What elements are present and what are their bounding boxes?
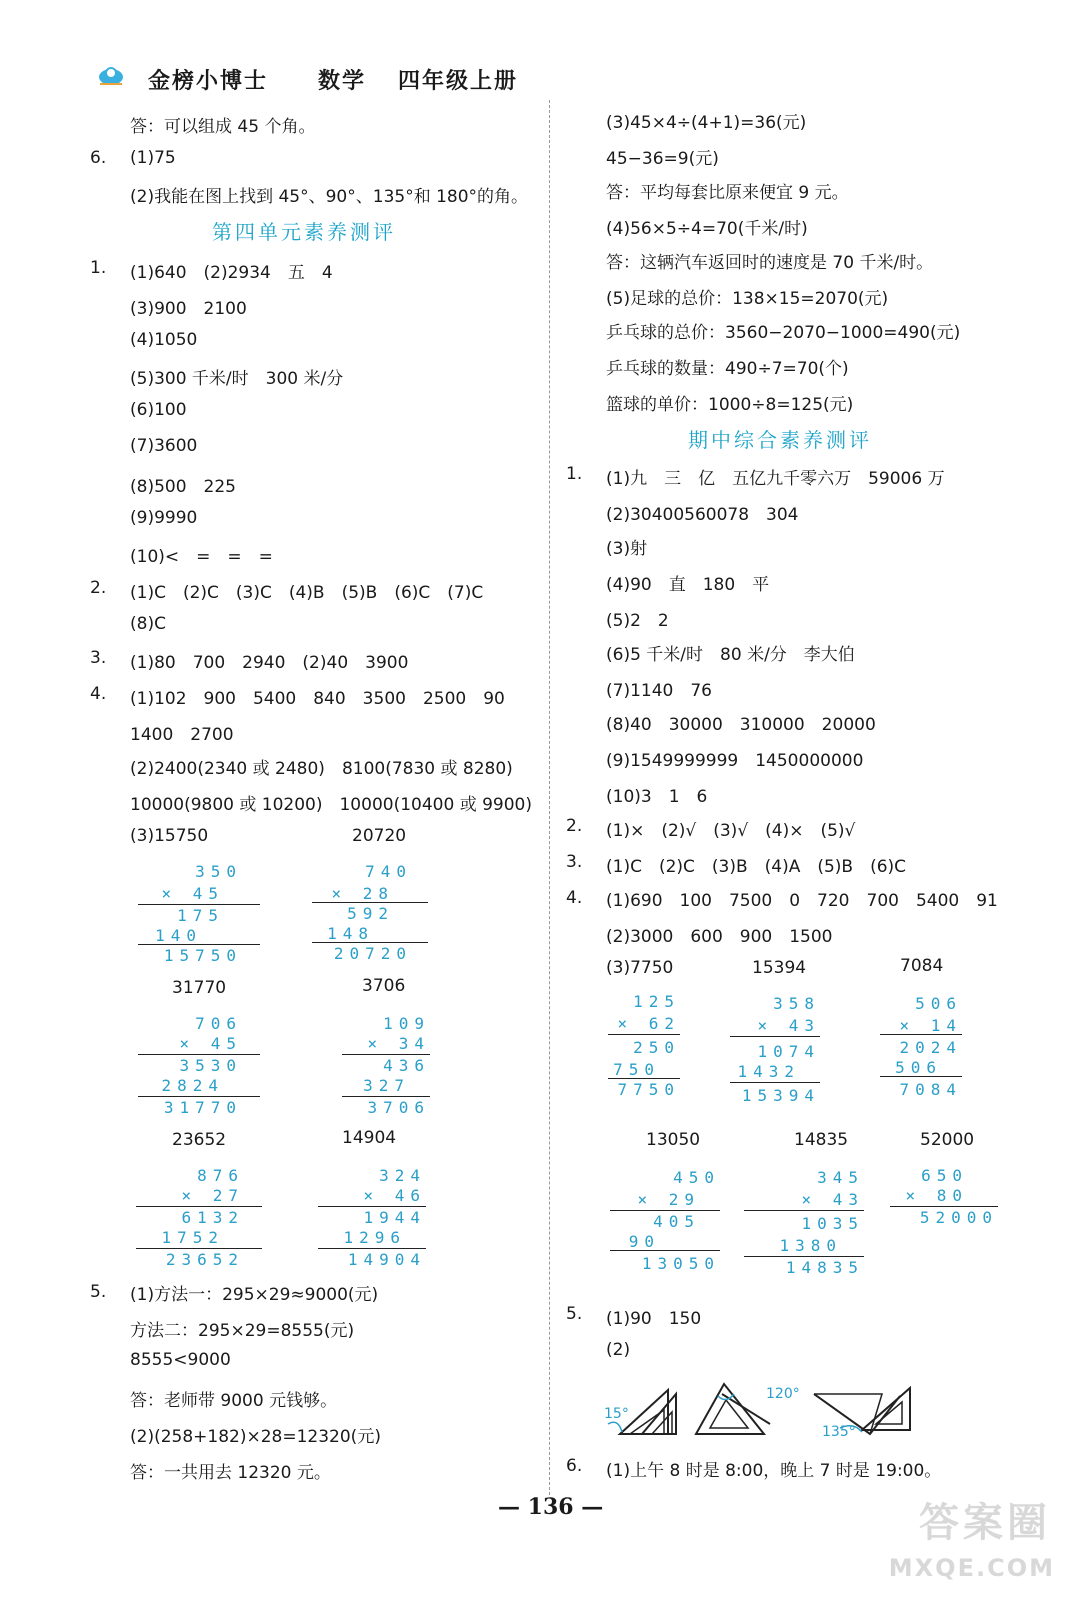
answer-line: (1)80 700 2940 (2)40 3900: [130, 653, 409, 673]
product: 23652: [165, 1250, 244, 1269]
multiplicand: 125: [633, 992, 680, 1011]
multiplier: × 28: [331, 884, 394, 903]
answer-line: 答：可以组成 45 个角。: [130, 117, 316, 137]
question-number: 2.: [90, 578, 107, 598]
question-number: 4.: [90, 684, 107, 704]
partial-product: 1296: [343, 1228, 406, 1247]
set-square-angles-diagram: [600, 1376, 920, 1446]
multiplier: × 27: [181, 1186, 244, 1205]
answer-line: (3)900 2100: [130, 299, 247, 319]
column-divider: [549, 100, 550, 1495]
question-number: 3.: [566, 852, 583, 872]
section-title: 第四单元素养测评: [212, 220, 396, 244]
answer-line: (3)15750: [130, 826, 209, 846]
answer-line: 答：平均每套比原来便宜 9 元。: [606, 183, 849, 203]
answer-line: (7)1140 76: [606, 681, 712, 701]
answer-line: (5)300 千米/时 300 米/分: [130, 369, 344, 389]
partial-product: 436: [383, 1056, 430, 1075]
series-title: 金榜小博士: [148, 69, 269, 94]
multiplicand: 350: [195, 862, 242, 881]
angle-label-120: 120°: [766, 1386, 800, 1402]
product: 7750: [617, 1080, 680, 1099]
partial-product: 140: [155, 926, 202, 945]
answer-line: (1)九 三 亿 五亿九千零六万 59006 万: [606, 469, 945, 489]
answer-line: 答：这辆汽车返回时的速度是 70 千米/时。: [606, 253, 934, 273]
product: 52000: [919, 1208, 998, 1227]
answer-line: (2)我能在图上找到 45°、90°、135°和 180°的角。: [130, 187, 529, 207]
answer-line: (10)< = = =: [130, 547, 273, 567]
product: 14904: [347, 1250, 426, 1269]
multiplier: × 46: [363, 1186, 426, 1205]
partial-product: 750: [613, 1060, 660, 1079]
product: 14835: [785, 1258, 864, 1277]
multiplier: × 45: [161, 884, 224, 903]
multiplicand: 876: [197, 1166, 244, 1185]
partial-product: 2824: [161, 1076, 224, 1095]
multiplier: × 29: [637, 1190, 700, 1209]
answer-line: (9)9990: [130, 508, 198, 528]
vertical-multiplication: [136, 1166, 262, 1276]
answer-line: (6)5 千米/时 80 米/分 李大伯: [606, 645, 855, 665]
answer-line: (9)1549999999 1450000000: [606, 751, 864, 771]
answer-line: 方法二：295×29=8555(元): [130, 1321, 355, 1341]
answer-line: (3)射: [606, 539, 648, 559]
page-number: — 136 —: [498, 1494, 604, 1520]
answer-line: (1)690 100 7500 0 720 700 5400 91: [606, 891, 998, 911]
answer-line: (8)500 225: [130, 477, 236, 497]
partial-product: 1944: [363, 1208, 426, 1227]
question-number: 2.: [566, 816, 583, 836]
answer-line: (1)C (2)C (3)C (4)B (5)B (6)C (7)C: [130, 583, 484, 603]
partial-product: 90: [628, 1232, 660, 1251]
answer-line: (2)(258+182)×28=12320(元): [130, 1427, 381, 1447]
product: 3706: [367, 1098, 430, 1117]
partial-product: 1074: [757, 1042, 820, 1061]
answer-line: 1400 2700: [130, 725, 234, 745]
answer-line: (1)上午 8 时是 8:00，晚上 7 时是 19:00。: [606, 1461, 942, 1481]
grade-title: 四年级上册: [398, 69, 519, 94]
vertical-multiplication: [312, 1014, 430, 1124]
subject-title: 数学: [318, 69, 367, 94]
answer-line: (5)2 2: [606, 611, 669, 631]
answer-line: (1)102 900 5400 840 3500 2500 90: [130, 689, 505, 709]
product: 31770: [163, 1098, 242, 1117]
product: 13050: [641, 1254, 720, 1273]
product: 20720: [333, 944, 412, 963]
multiplier: × 43: [801, 1190, 864, 1209]
answer-line: 答：一共用去 12320 元。: [130, 1463, 331, 1483]
multiplicand: 506: [915, 994, 962, 1013]
partial-product: 592: [347, 904, 394, 923]
calc-result-label: 14904: [342, 1128, 397, 1148]
multiplicand: 109: [383, 1014, 430, 1033]
vertical-multiplication: [890, 1166, 998, 1236]
calc-result-label: 13050: [646, 1130, 701, 1150]
vertical-multiplication: [744, 1168, 864, 1282]
partial-product: 506: [895, 1058, 942, 1077]
angle-label-15: 15°: [604, 1406, 629, 1422]
answer-line: 篮球的单价：1000÷8=125(元): [606, 395, 854, 415]
section-title: 期中综合素养测评: [688, 428, 872, 452]
answer-line: (3)45×4÷(4+1)=36(元): [606, 113, 807, 133]
answer-line: (2): [606, 1340, 631, 1360]
vertical-multiplication: [138, 1014, 260, 1124]
partial-product: 1752: [161, 1228, 224, 1247]
partial-product: 148: [327, 924, 374, 943]
answer-line: 乒乓球的总价：3560−2070−1000=490(元): [606, 323, 961, 343]
vertical-multiplication: [608, 992, 680, 1102]
vertical-multiplication: [138, 862, 260, 972]
answer-line: 45−36=9(元): [606, 149, 719, 169]
answer-line: (1)方法一：295×29≈9000(元): [130, 1285, 379, 1305]
vertical-multiplication: [730, 994, 820, 1108]
partial-product: 1035: [801, 1214, 864, 1233]
question-number: 5.: [90, 1282, 107, 1302]
angle-label-135: 135°: [822, 1424, 856, 1440]
answer-line: (4)56×5÷4=70(千米/时): [606, 219, 808, 239]
product: 15750: [163, 946, 242, 965]
answer-line: (2)30400560078 304: [606, 505, 799, 525]
calc-result-label: 7084: [900, 956, 944, 976]
vertical-multiplication: [318, 1166, 426, 1276]
question-number: 3.: [90, 648, 107, 668]
multiplicand: 324: [379, 1166, 426, 1185]
answer-line: (8)C: [130, 614, 166, 634]
vertical-multiplication: [880, 994, 962, 1104]
answer-line: (1)90 150: [606, 1309, 702, 1329]
answer-line: (2)2400(2340 或 2480) 8100(7830 或 8280): [130, 759, 513, 779]
answer-line: (1)75: [130, 148, 176, 168]
multiplier: × 62: [617, 1014, 680, 1033]
answer-line: (10)3 1 6: [606, 787, 708, 807]
calc-result-label: 15394: [752, 958, 807, 978]
question-number: 4.: [566, 888, 583, 908]
answer-line: 答：老师带 9000 元钱够。: [130, 1391, 338, 1411]
question-number: 1.: [566, 464, 583, 484]
partial-product: 250: [633, 1038, 680, 1057]
partial-product: 3530: [179, 1056, 242, 1075]
question-number: 1.: [90, 258, 107, 278]
multiplicand: 358: [773, 994, 820, 1013]
answer-line: (2)3000 600 900 1500: [606, 927, 833, 947]
answer-line: (7)3600: [130, 436, 198, 456]
multiplicand: 740: [365, 862, 412, 881]
answer-line: 乒乓球的数量：490÷7=70(个): [606, 359, 849, 379]
vertical-multiplication: [610, 1168, 720, 1280]
answer-line: (4)90 直 180 平: [606, 575, 770, 595]
calc-result-label: 31770: [172, 978, 227, 998]
multiplicand: 450: [673, 1168, 720, 1187]
multiplier: × 43: [757, 1016, 820, 1035]
calc-result-label: 20720: [352, 826, 407, 846]
product: 7084: [899, 1080, 962, 1099]
set-square-group-120: [696, 1384, 770, 1434]
vertical-multiplication: [312, 862, 428, 972]
answer-line: 8555<9000: [130, 1350, 231, 1370]
partial-product: 1432: [737, 1062, 800, 1081]
answer-line: (5)足球的总价：138×15=2070(元): [606, 289, 889, 309]
answer-line: 10000(9800 或 10200) 10000(10400 或 9900): [130, 795, 532, 815]
multiplier: × 80: [905, 1186, 968, 1205]
partial-product: 1380: [779, 1236, 842, 1255]
question-number: 6.: [90, 148, 107, 168]
partial-product: 405: [653, 1212, 700, 1231]
answer-line: (1)640 (2)2934 五 4: [130, 263, 333, 283]
product: 15394: [741, 1086, 820, 1105]
watermark-url: MXQE.COM: [888, 1554, 1055, 1582]
multiplier: × 34: [367, 1034, 430, 1053]
partial-product: 2024: [899, 1038, 962, 1057]
partial-product: 6132: [181, 1208, 244, 1227]
answer-line: (4)1050: [130, 330, 198, 350]
multiplicand: 706: [195, 1014, 242, 1033]
logo-icon: [96, 64, 126, 88]
answer-line: (1)C (2)C (3)B (4)A (5)B (6)C: [606, 857, 907, 877]
multiplicand: 345: [817, 1168, 864, 1187]
multiplier: × 45: [179, 1034, 242, 1053]
calc-result-label: 52000: [920, 1130, 975, 1150]
calc-result-label: 23652: [172, 1130, 227, 1150]
calc-result-label: 3706: [362, 976, 406, 996]
multiplier: × 14: [899, 1016, 962, 1035]
watermark-logo: 答案圈: [919, 1500, 1051, 1546]
answer-line: (6)100: [130, 400, 187, 420]
question-number: 5.: [566, 1304, 583, 1324]
calc-result-label: 14835: [794, 1130, 849, 1150]
question-number: 6.: [566, 1456, 583, 1476]
answer-line: (1)× (2)√ (3)√ (4)× (5)√: [606, 821, 856, 841]
multiplicand: 650: [921, 1166, 968, 1185]
partial-product: 327: [363, 1076, 410, 1095]
answer-line: (3)7750: [606, 958, 674, 978]
answer-line: (8)40 30000 310000 20000: [606, 715, 876, 735]
partial-product: 175: [177, 906, 224, 925]
